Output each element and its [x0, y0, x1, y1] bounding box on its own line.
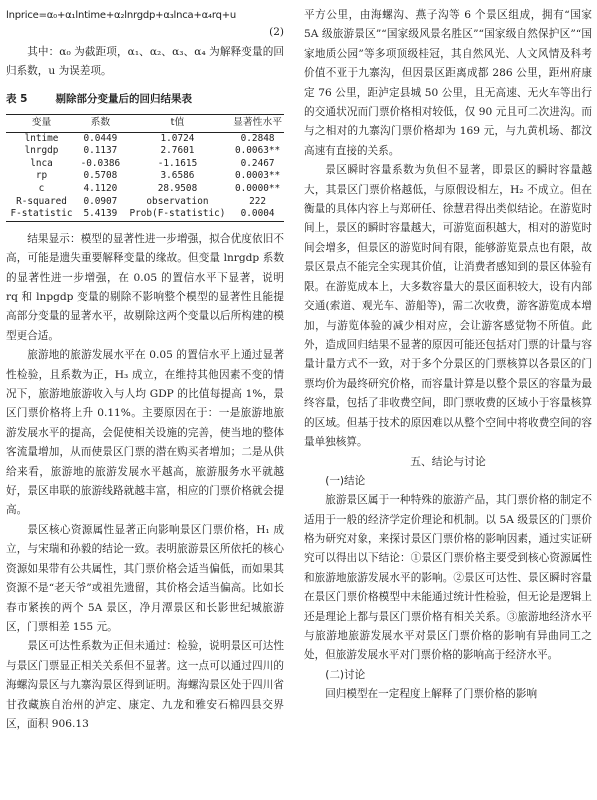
table-title: 剔除部分变量后的回归结果表	[55, 92, 192, 105]
table-cell: R-squared	[16, 195, 67, 207]
table-row	[6, 208, 284, 221]
table-cell: 0.1137	[83, 145, 118, 157]
table-row	[6, 183, 284, 196]
table-cell: lnrgdp	[24, 145, 59, 157]
table-cell: rp	[35, 170, 48, 182]
table-cell: 28.9508	[157, 183, 198, 194]
table-cell: 0.0000**	[235, 183, 281, 194]
table-row	[6, 145, 284, 158]
table-cell: 222	[249, 195, 267, 207]
discussion-paragraph: 回归模型在一定程度上解释了门票价格的影响	[325, 688, 538, 701]
table-cell: 0.5708	[83, 170, 118, 182]
table-header-cell: 系数	[77, 115, 124, 133]
table-row	[6, 170, 284, 183]
left-column	[6, 6, 284, 734]
table-cell: c	[38, 183, 45, 194]
subsection-conclusion-heading: (一)结论	[325, 474, 366, 487]
table-cell: -0.0386	[80, 157, 121, 169]
table-cell: F-statistic	[6, 208, 77, 221]
table-cell: 0.0449	[83, 132, 118, 144]
table-cell: 0.0063**	[235, 145, 281, 157]
table-cell: 5.4139	[77, 208, 124, 221]
table-header-row	[6, 115, 284, 133]
regression-formula: lnprice=α₀+α₁lntime+α₂lnrgdp+α₃lnca+α₄rq+u	[6, 10, 237, 21]
table-cell: 0.0003**	[235, 170, 281, 182]
table-cell: observation	[146, 195, 209, 207]
table-cell: Prob(F-statistic)	[124, 208, 231, 221]
capacity-paragraph: 景区瞬时容量系数为负但不显著，即景区的瞬时容量越大，其景区门票价格越低，与原假设相左，H₂ 不成立。但在衡量的具体内容上与郑研任、徐慧君得出类似结论。在游览时间上，景区的瞬时容量越大，可游览面积越大，相对的游览时间会增多，但景区的游览时间有限，能够游览景点也有限，故景区景点不能完全实现其价值，让消费者感知到的景区体验有限。在游览成本上，大多数容量大的景区面积较大，设有内部交通(索道、观光车、游船等)，需二次收费，游客游览成本增加，与游览体验的减少相对应，会让游客感觉物不所值。此外，造成回归结果不显著的原因可能还包括对门票的计量与容量计量方式不一致，对于多个分景区的门票核算以各景区的门票均价为最终研究价格，而容量计算是以整个景区的容量为最终容量，包括了非收费空间，即门票收费的区域小于容量核算的区域。但基于技术的原因难以从整个空间中将收费空间的容量单独核算。	[304, 164, 592, 448]
table-row	[6, 132, 284, 145]
table-cell: 4.1120	[83, 183, 118, 194]
table-header-cell: t值	[124, 115, 231, 133]
accessibility-paragraph: 景区可达性系数为正但未通过：检验，说明景区可达性与景区门票显正相关关系但不显著。这一点可以通过四川的海螺沟景区与九寨沟景区得到证明。海螺沟景区处于四川省甘孜藏族自治州的泸定、康定、九龙和雅安石棉四县交界区，面积 906.13	[6, 640, 284, 730]
table-header-cell: 显著性水平	[231, 115, 284, 133]
continued-paragraph: 平方公里，由海螺沟、燕子沟等 6 个景区组成，拥有“国家 5A 级旅游景区”“国家级风景名胜区”“国家级自然保护区”“国家地质公园”等多项顶级桂冠，其自然风光、人文风情及科考价值不亚于九寨沟，但因景区距离成都 286 公里，距州府康定 76 公里，距泸定县城 50 公里，且无高速、无火车等出行的交通状况而门票价格相对较低，仅 90 元且可二次进沟。而与之相对的九寨沟门票价格却为 169 元，与九黄机场、都汶高速有直接的关系。	[304, 9, 592, 157]
conclusion-paragraph: 旅游景区属于一种特殊的旅游产品，其门票价格的制定不适用于一般的经济学定价理论和机制。以 5A 级景区的门票价格为研究对象，来探讨景区门票价格的影响因素，通过实证研究可以得出以下结论：①景区门票价格主要受到核心资源属性和旅游地旅游发展水平的影响。②景区可达性、景区瞬时容量在景区门票价格模型中未能通过统计性检验，但无论是逻辑上还是理论上都与景区门票价格有相关关系。③旅游地经济水平与旅游地旅游发展水平对景区门票价格的影响有异曲同工之处，但旅游发展水平对门票价格的影响高于经济水平。	[304, 494, 592, 662]
table-cell: 2.7601	[160, 145, 195, 157]
right-column	[304, 6, 592, 705]
development-level-paragraph: 旅游地的旅游发展水平在 0.05 的置信水平上通过显著性检验，且系数为正，H₃ 成立，在维持其他因素不变的情况下，旅游地旅游收入与人均 GDP 的比值每提高 1%，景区门票价格将上升 0.11%。主要原因在于：一是旅游地旅游发展水平的提高，会促使相关设施的完善，使当地的整体客流量增加，从而使景区门票的潜在购买者增加；二是从供给来看，旅游地的旅游发展水平越高，旅游服务水平就越好，景区串联的旅游线路就越丰富，相应的门票价格就会提高。	[6, 349, 284, 517]
table-header-cell: 变量	[6, 115, 77, 133]
table-cell: 0.0004	[231, 208, 284, 221]
section-heading: 五、结论与讨论	[410, 455, 486, 469]
table-row	[6, 158, 284, 171]
core-resource-paragraph: 景区核心资源属性显著正向影响景区门票价格，H₁ 成立，与宋瑞和孙毅的结论一致。表明旅游景区所依托的核心资源如果带有公共属性，其门票价格会适当偏低，而如果其资源不是“老天爷”或祖先遗留，其价格会适当偏高。比如长春市紧挨的两个 5A 景区，净月潭景区和长影世纪城旅游区，门票相差 155 元。	[6, 523, 284, 633]
table-cell: 1.0724	[160, 132, 195, 144]
table-row	[6, 196, 284, 209]
equation-number: (2)	[269, 26, 284, 39]
table-cell: 0.2848	[240, 132, 275, 144]
table-cell: 0.0907	[83, 195, 118, 207]
table-caption	[6, 90, 284, 109]
formula-explanation: 其中：α₀ 为截距项，α₁、α₂、α₃、α₄ 为解释变量的回归系数，u 为误差项。	[6, 45, 284, 78]
table-cell: 0.2467	[240, 157, 275, 169]
regression-table	[6, 114, 284, 222]
table-cell: lntime	[24, 132, 59, 144]
table-cell: 3.6586	[160, 170, 195, 182]
results-paragraph: 结果显示：模型的显著性进一步增强，拟合优度依旧不高，可能是遗失重要解释变量的缘故。但变量 lnrgdp 系数的显著性进一步增强，在 0.05 的置信水平下显著，说明 rq 和 lnpgdp 变量的剔除不影响整个模型的显著性且能提高部分变量的显著水平，故剔除这两个变量以后所构建的模型更合适。	[6, 232, 284, 342]
table-label: 表 5	[6, 92, 28, 105]
table-cell: lnca	[30, 157, 53, 169]
subsection-discussion-heading: (二)讨论	[325, 668, 366, 681]
table-cell: -1.1615	[157, 157, 198, 169]
